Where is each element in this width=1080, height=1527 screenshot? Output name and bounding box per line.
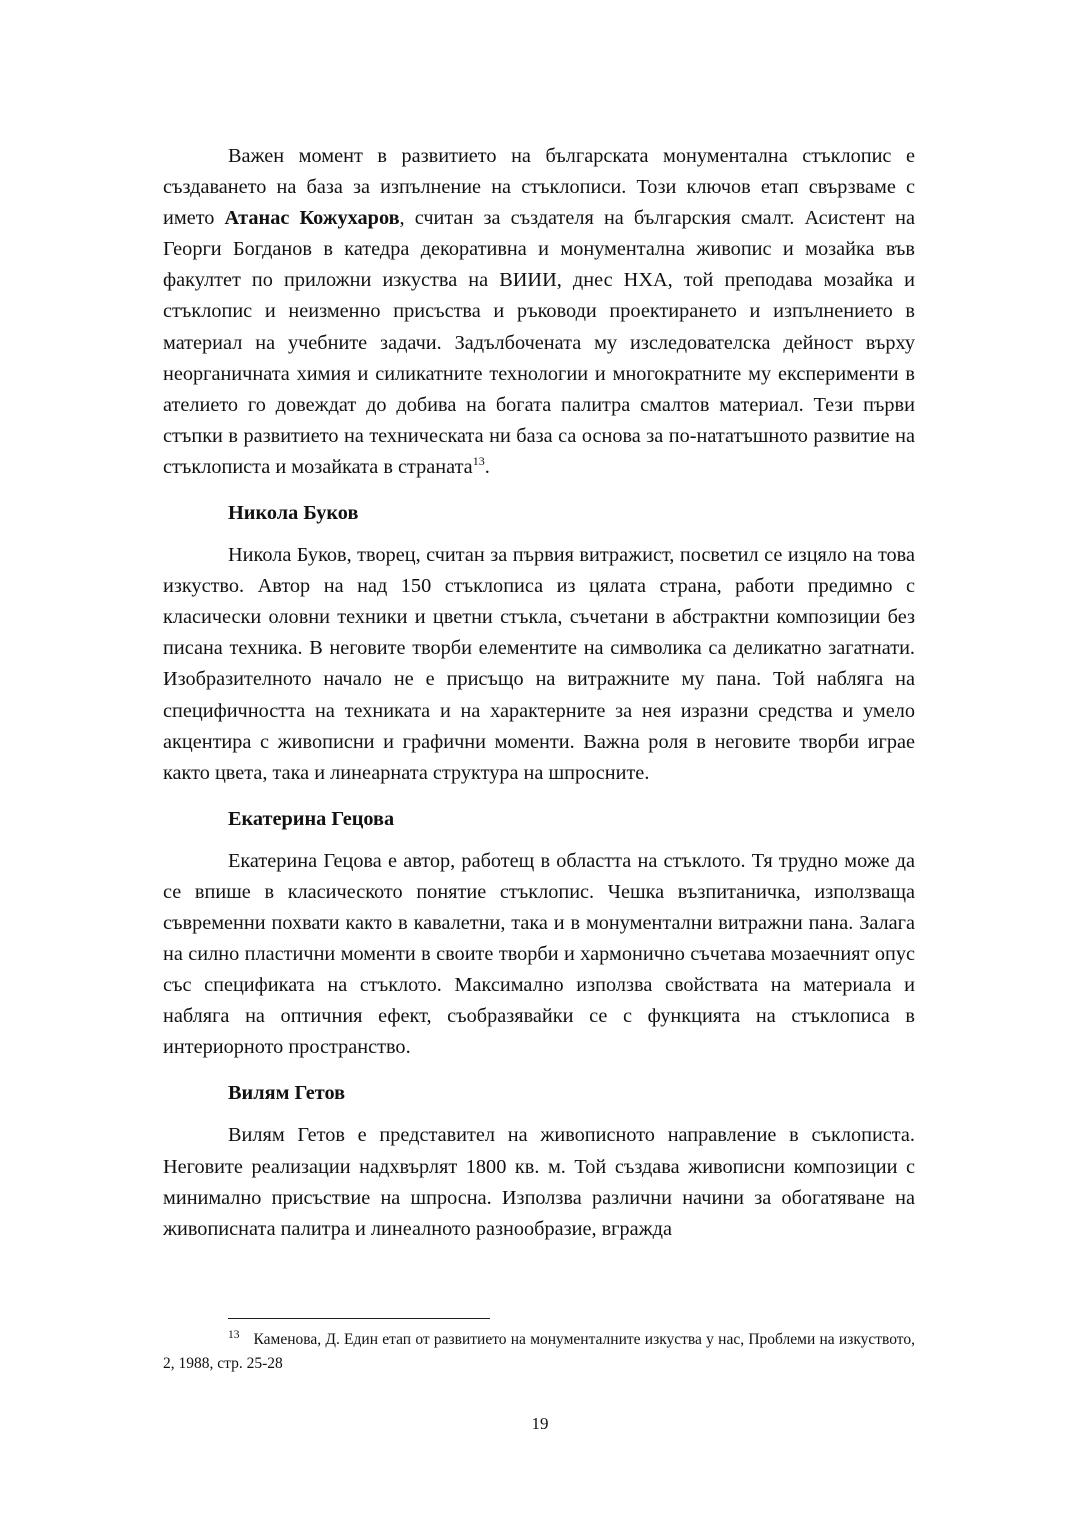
- footnote-number: 13: [228, 1328, 240, 1341]
- page-number: 19: [531, 1414, 549, 1433]
- section-paragraph-getov: Вилям Гетов е представител на живописното направление в съклописта. Неговите реализации надхвърлят 1800 кв. м. Той създава живописни композиции с минимално присъствие на шпросна. Използва различни начини за обогатяване на живописната палитра и линеалното разнообразие, вгражда: [163, 1124, 915, 1240]
- intro-text-start: Важен момент в развитието на българската монументална стъклопис е създаването на база за изпълнение на стъклописи. Този ключов етап свързваме с името: [163, 145, 915, 230]
- section-paragraph-getsova: Екатерина Гецова е автор, работещ в областта на стъклото. Тя трудно може да се впише в класическото понятие стъклопис. Чешка възпитаничка, използваща съвременни похвати както в кавалетни, така и в монументални витражни пана. Залага на силно пластични моменти в своите творби и хармонично съчетава мозаечният опус със спецификата на стъклото. Максимално използва свойствата на материала и набляга на оптичния ефект, съобразявайки се с функцията на стъклописа в интериорното пространство.: [163, 849, 915, 1059]
- footnote-text: Каменова, Д. Един етап от развитието на монументалните изкуства у нас, Проблеми на изкуството, 2, 1988, стр. 25-28: [163, 1331, 915, 1372]
- footnote-reference[interactable]: 13: [472, 454, 485, 469]
- section-paragraph-bukov: Никола Буков, творец, считан за първия витражист, посветил се изцяло на това изкуство. Автор на над 150 стъклописа из цялата страна, работи предимно с класически оловни техники и цветни стъкла, съчетани в абстрактни композиции без писана техника. В неговите творби елементите на символика са деликатно загатнати. Изобразителното начало не е присъщо на витражните му пана. Той набляга на специфичността на техниката и на характерните за нея изразни средства и умело акцентира с живописни и графични моменти. Важна роля в неговите творби играе както цвета, така и линеарната структура на шпросните.: [163, 544, 915, 784]
- footnote: [163, 1328, 915, 1376]
- section-heading-getsova: Екатерина Гецова: [228, 807, 395, 830]
- intro-text-end: , считан за създателя на българския смалт. Асистент на Георги Богданов в катедра декоративна и монументална живопис и мозайка във факултет по приложни изкуства на ВИИИ, днес НХА, той преподава мозайка и стъклопис и неизменно присъства и ръководи проектирането и изпълнението в материал на учебните задачи. Задълбочената му изследователска дейност върху неорганичната химия и силикатните технологии и многократните му експерименти в ателието го довеждат до добива на богата палитра смалтов материал. Тези първи стъпки в развитието на техническата ни база са основа за по-нататъшното развитие на стъклописта и мозайката в страната: [163, 207, 916, 478]
- page-body: [163, 141, 915, 1245]
- section-heading-getov: Вилям Гетов: [228, 1082, 346, 1105]
- intro-end-punct: .: [484, 455, 490, 478]
- section-heading-bukov: Никола Буков: [228, 502, 359, 525]
- author-name-kozhuharov: Атанас Кожухаров: [224, 207, 400, 230]
- footnote-divider: [228, 1318, 490, 1319]
- intro-paragraph: [163, 141, 915, 483]
